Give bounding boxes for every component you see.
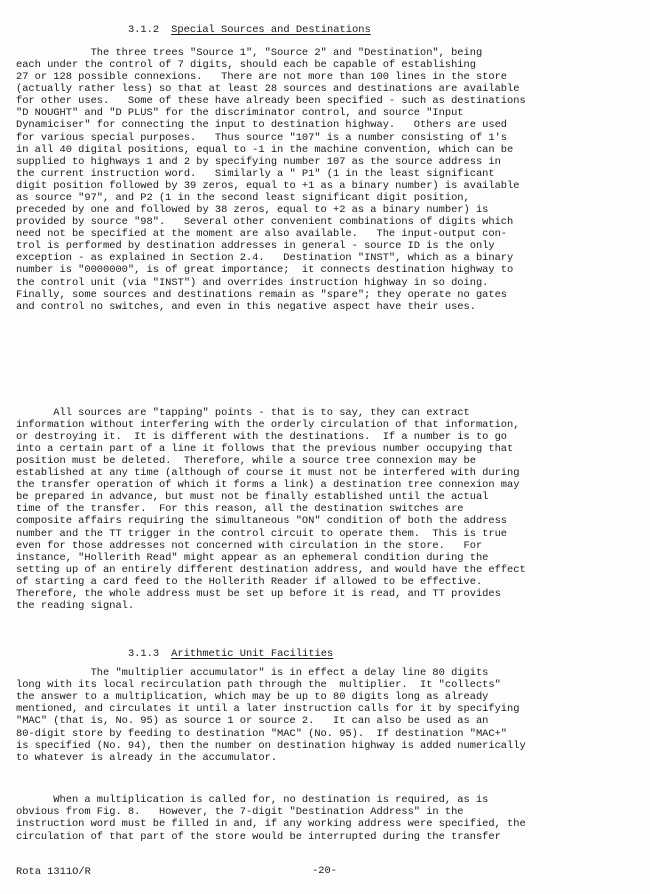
text-line: and control no switches, and even in this negative aspect have their uses. xyxy=(16,300,476,313)
text-line: be prepared in advance, but must not be finally established until the actual xyxy=(16,491,489,504)
text-line: is specified (No. 94), then the number on destination highway is added numerically xyxy=(16,739,526,752)
text-line: obvious from Fig. 8. However, the 7-digit "Destination Address" in the xyxy=(16,806,464,819)
text-line: time of the transfer. For this reason, all the destination switches are xyxy=(16,503,464,516)
text-line: 27 or 128 possible connexions. There are not more than 100 lines in the store xyxy=(16,71,508,84)
text-line: for other uses. Some of these have already been specified - such as destinations xyxy=(16,95,526,108)
text-line: of starting a card feed to the Hollerith Reader if allowed to be effective. xyxy=(16,575,483,588)
text-line: setting up of an entirely different destination address, and would have the effect xyxy=(16,563,526,576)
text-line: Dynamiciser" for connecting the input to destination highway. Others are used xyxy=(16,119,508,132)
text-line: Therefore, the whole address must be set up before it is read, and TT provides xyxy=(16,587,501,600)
text-line: When a multiplication is called for, no destination is required, as is xyxy=(16,794,489,806)
section-number: 3.1.2 xyxy=(127,24,160,37)
text-line: to whatever is already in the accumulator. xyxy=(16,751,278,764)
text-line: the reading signal. xyxy=(16,599,135,612)
text-line: "D NOUGHT" and "D PLUS" for the discriminator control, and source "Input xyxy=(16,107,464,120)
text-line: instance, "Hollerith Read" might appear as an ephemeral condition during the xyxy=(16,551,489,564)
text-line: the transfer operation of which it forms a link) a destination tree connexion may xyxy=(16,479,520,492)
text-line: trol is performed by destination addresses in general - source ID is the only xyxy=(16,240,495,253)
text-line: the answer to a multiplication, which may be up to 80 digits long as already xyxy=(16,691,489,704)
text-line: "MAC" (that is, No. 95) as source 1 or source 2. It can also be used as an xyxy=(16,715,489,728)
page-number: -20- xyxy=(312,865,337,877)
text-line: 80-digit store by feeding to destination "MAC" (No. 95). If destination "MAC+" xyxy=(16,727,508,740)
text-line: information without interfering with the orderly circulation of that information, xyxy=(16,419,520,432)
document-reference: Rota 1311O/R xyxy=(16,866,91,878)
text-line: each under the control of 7 digits, should each be capable of establishing xyxy=(16,59,476,72)
section-heading-3-1-2 xyxy=(103,12,371,48)
text-line: the current instruction word. Similarly a " P1" (1 in the least significant xyxy=(16,167,495,180)
text-line: long with its local recirculation path through the multiplier. It "collects" xyxy=(16,679,501,692)
text-line: or destroying it. It is different with the destinations. If a number is to go xyxy=(16,431,508,444)
text-line: mentioned, and circulates it until a later instruction calls for it by specifying xyxy=(16,703,520,716)
text-line: exception - as explained in Section 2.4. Destination "INST", which as a binary xyxy=(16,252,514,265)
text-line: number is "0000000", is of great importance; it connects destination highway to xyxy=(16,264,514,277)
text-line: into a certain part of a line it follows that the previous number occupying that xyxy=(16,443,514,456)
text-line: Finally, some sources and destinations remain as "spare"; they operate no gates xyxy=(16,288,508,301)
text-line: circulation of that part of the store would be interrupted during the transfer xyxy=(16,830,501,843)
text-line: preceded by one and followed by 38 zeros, equal to +2 as a binary number) is xyxy=(16,204,489,217)
text-line: the control unit (via "INST") and overrides instruction highway in so doing. xyxy=(16,276,489,289)
text-line: digit position followed by 39 zeros, equal to +1 as a binary number) is available xyxy=(16,179,520,192)
section-title: Arithmetic Unit Facilities xyxy=(171,648,334,661)
text-line: for various special purposes. Thus source "107" is a number consisting of 1's xyxy=(16,131,508,144)
text-line: even for those addresses not concerned with circulation in the store. For xyxy=(16,539,483,552)
text-line: established at any time (although of course it must not be interfered with during xyxy=(16,467,520,480)
text-line: need not be specified at the moment are also available. The input-output con- xyxy=(16,228,508,241)
text-line: provided by source "98". Several other convenient combinations of digits which xyxy=(16,216,514,229)
text-line: position must be deleted. Therefore, while a source tree connexion may be xyxy=(16,455,476,468)
text-line: as source "97", and P2 (1 in the second least significant digit position, xyxy=(16,191,470,204)
section-number: 3.1.3 xyxy=(127,648,160,661)
text-line: supplied to highways 1 and 2 by specifying number 107 as the source address in xyxy=(16,155,501,168)
text-line: instruction word must be filled in and, if any working address were specified, the xyxy=(16,818,526,831)
text-line: (actually rather less) so that at least 28 sources and destinations are available xyxy=(16,83,520,96)
text-line: All sources are "tapping" points - that is to say, they can extract xyxy=(16,407,470,419)
text-line: The "multiplier accumulator" is in effect a delay line 80 digits xyxy=(16,667,489,679)
section-title: Special Sources and Destinations xyxy=(171,24,371,37)
text-line: The three trees "Source 1", "Source 2" and "Destination", being xyxy=(16,47,483,59)
text-line: in all 40 digital positions, equal to -1 in the machine convention, which can be xyxy=(16,143,514,156)
text-line: number and the TT trigger in the control circuit to operate them. This is true xyxy=(16,527,508,540)
text-line: composite affairs requiring the simultaneous "ON" condition of both the address xyxy=(16,515,508,528)
